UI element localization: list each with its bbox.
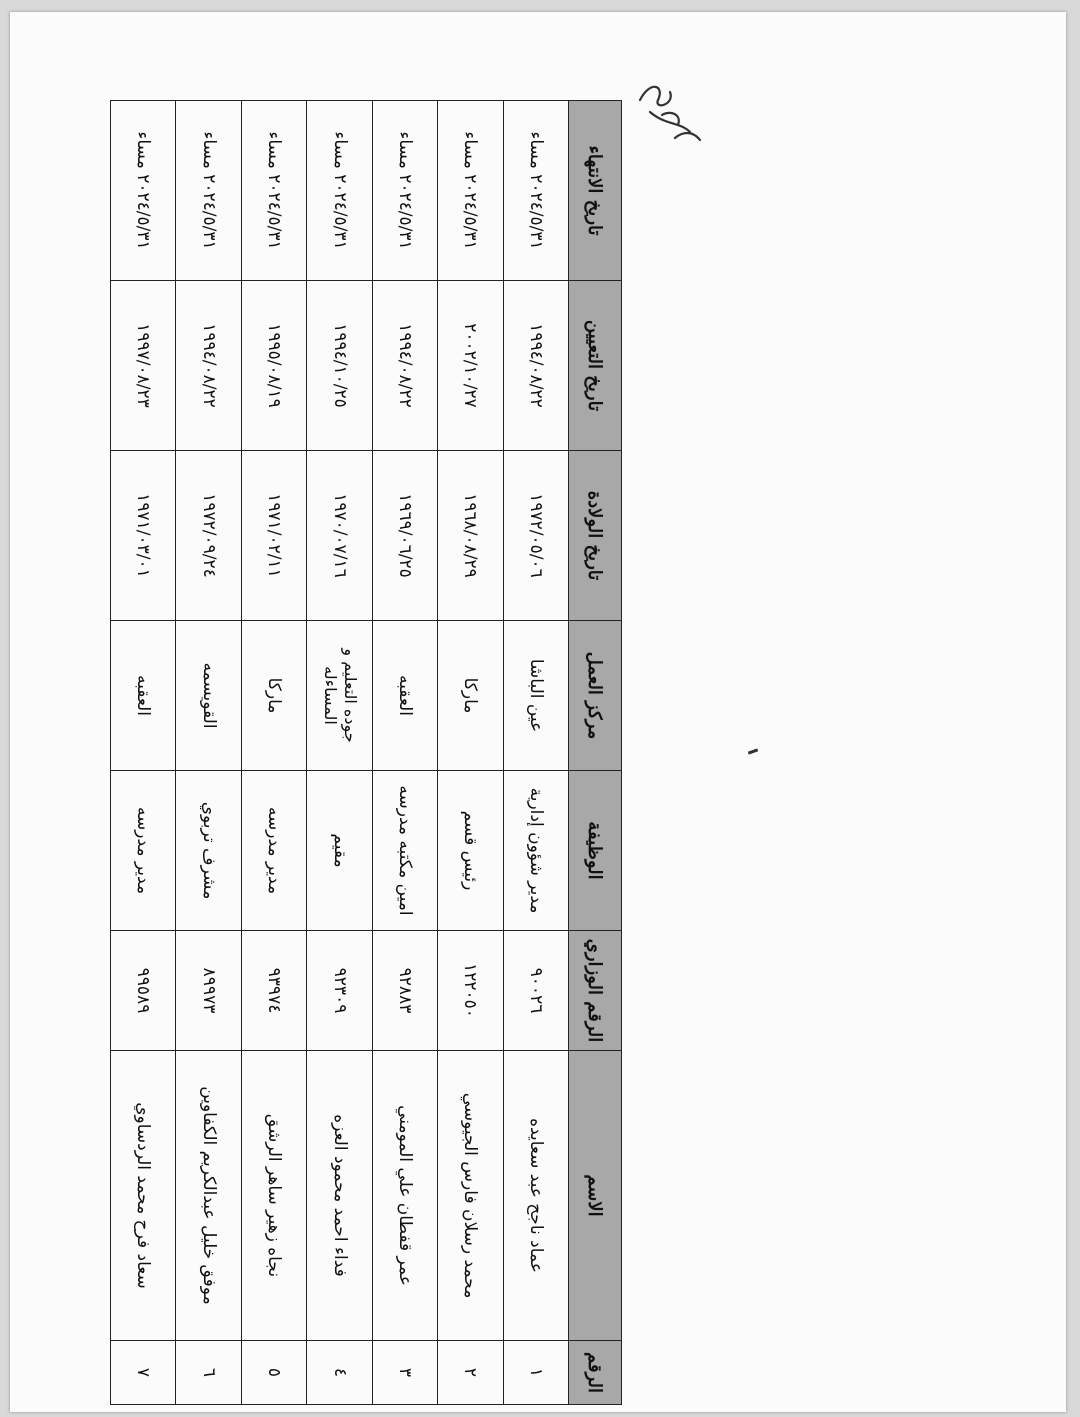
cell-work-center: جوده التعليم و المساءله [307,621,372,771]
cell-birth-date: ١٩٦٨/٠٨/٢٩ [438,451,503,621]
table-row [176,101,241,1405]
cell-end-date: ٢٠٢٤/٥/٣١ مساء [438,101,503,281]
cell-num: ٥ [241,1341,306,1405]
cell-job: مدير شؤون إدارية [503,771,568,931]
cell-end-date: ٢٠٢٤/٥/٣١ مساء [111,101,176,281]
header-name: الاسم [569,1051,622,1341]
cell-work-center: القويسمه [176,621,241,771]
cell-work-center: العقبه [372,621,437,771]
table-row [307,101,372,1405]
cell-appoint-date: ١٩٩٤/٠٨/٢٢ [503,281,568,451]
cell-work-center: ماركا [438,621,503,771]
cell-job: مدير مدرسه [241,771,306,931]
cell-work-center: العقبه [111,621,176,771]
cell-name: نجاه زهير ساهر الرشق [241,1051,306,1341]
cell-appoint-date: ١٩٩٤/٠٨/٢٢ [372,281,437,451]
cell-birth-date: ١٩٧٠/٠٧/١٦ [307,451,372,621]
cell-ministry-no: ٩٣٩٧٤ [241,931,306,1051]
cell-num: ٢ [438,1341,503,1405]
cell-name: عماد ناجح عبد سعايده [503,1051,568,1341]
cell-job: رئيس قسم [438,771,503,931]
header-birth-date: تاريخ الولادة [569,451,622,621]
cell-end-date: ٢٠٢٤/٥/٣١ مساء [176,101,241,281]
table-row [503,101,568,1405]
cell-end-date: ٢٠٢٤/٥/٣١ مساء [307,101,372,281]
cell-end-date: ٢٠٢٤/٥/٣١ مساء [372,101,437,281]
cell-num: ٦ [176,1341,241,1405]
header-end-date: تاريخ الانتهاء [569,101,622,281]
cell-name: محمد رسلان فارس الجيوسي [438,1051,503,1341]
cell-ministry-no: ٩٩٥٨٩ [111,931,176,1051]
cell-birth-date: ١٩٧١/٠٣/٠١ [111,451,176,621]
cell-work-center: عين الباشا [503,621,568,771]
cell-num: ٣ [372,1341,437,1405]
cell-ministry-no: ٩٠٠٢٦ [503,931,568,1051]
table-row [241,101,306,1405]
rotated-table-wrapper [110,100,622,1404]
header-ministry-no: الرقم الوزاري [569,931,622,1051]
cell-name: فداء احمد محمود العزه [307,1051,372,1341]
cell-end-date: ٢٠٢٤/٥/٣١ مساء [241,101,306,281]
cell-appoint-date: ١٩٩٧/٠٨/٢٣ [111,281,176,451]
cell-name: سعاد فرح محمد الردساوي [111,1051,176,1341]
cell-birth-date: ١٩٧٢/٠٥/٠٦ [503,451,568,621]
cell-ministry-no: ٩٢٨٨٣ [372,931,437,1051]
header-row [569,101,622,1405]
handwritten-signature [620,70,710,150]
table-row [372,101,437,1405]
cell-name: موفق خليل عبدالكريم الكفاوين [176,1051,241,1341]
cell-num: ١ [503,1341,568,1405]
cell-job: مشرف تربوي [176,771,241,931]
cell-appoint-date: ١٩٩٤/١٠/٢٥ [307,281,372,451]
header-job: الوظيفة [569,771,622,931]
cell-ministry-no: ٩٢٣٠٩ [307,931,372,1051]
cell-job: امين مكتبه مدرسه [372,771,437,931]
cell-job: مقيم [307,771,372,931]
cell-appoint-date: ١٩٩٤/٠٨/٢٢ [176,281,241,451]
cell-birth-date: ١٩٧١/٠٢/١١ [241,451,306,621]
cell-appoint-date: ١٩٩٥/٠٨/١٩ [241,281,306,451]
cell-ministry-no: ٨٩٩٧٣ [176,931,241,1051]
cell-work-center: ماركا [241,621,306,771]
header-appoint-date: تاريخ التعيين [569,281,622,451]
cell-ministry-no: ١٢٢٠٥٠ [438,931,503,1051]
header-work-center: مركز العمل [569,621,622,771]
header-num: الرقم [569,1341,622,1405]
cell-birth-date: ١٩٧٢/٠٩/٢٤ [176,451,241,621]
cell-num: ٧ [111,1341,176,1405]
table-row [438,101,503,1405]
cell-name: عمر قفطان علي المومني [372,1051,437,1341]
employees-table [110,100,622,1405]
cell-appoint-date: ٢٠٠٢/١٠/٢٧ [438,281,503,451]
cell-job: مدير مدرسه [111,771,176,931]
cell-num: ٤ [307,1341,372,1405]
table-row [111,101,176,1405]
cell-birth-date: ١٩٦٩/٠٦/٢٥ [372,451,437,621]
cell-end-date: ٢٠٢٤/٥/٣١ مساء [503,101,568,281]
